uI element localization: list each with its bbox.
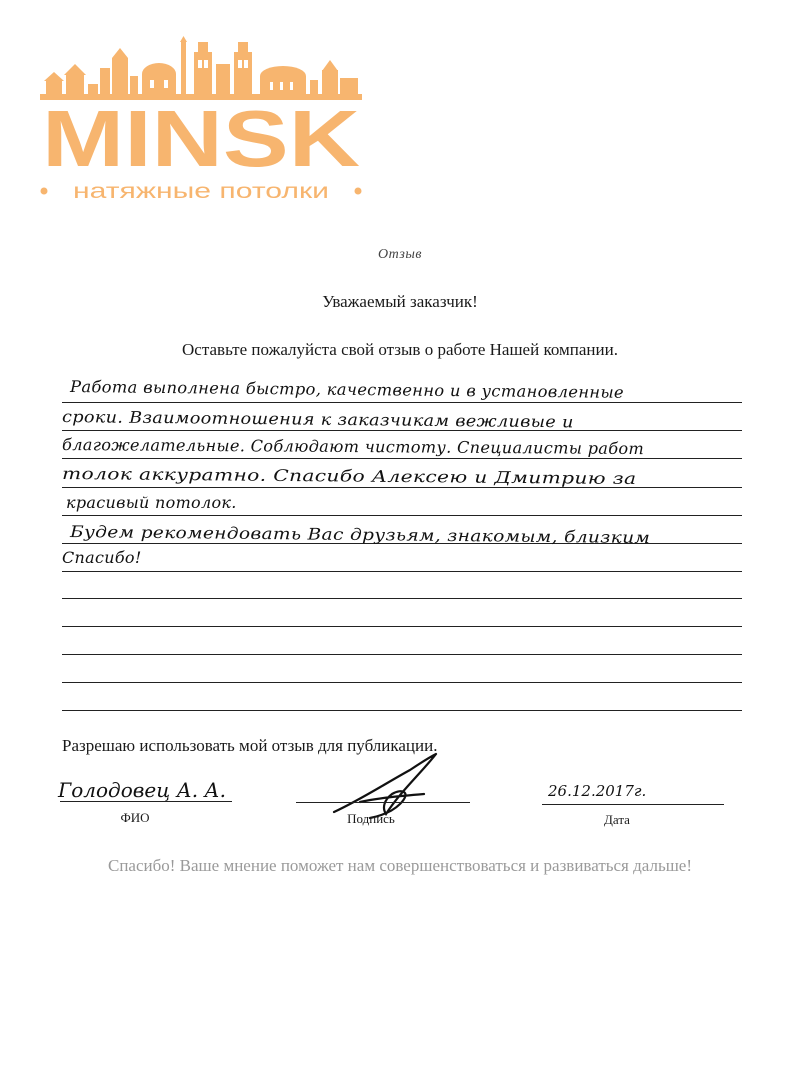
ruled-line [62,654,742,655]
ruled-line [62,571,742,572]
signature-line [296,802,470,803]
brand-name: MINSK [42,94,361,183]
footer-thanks: Спасибо! Ваше мнение поможет нам совершенствоваться и развиваться дальше! [107,856,692,875]
instruction-text: Оставьте пожалуйста свой отзыв о работе Нашей компании. [182,340,618,359]
ruled-line [62,458,742,459]
handwritten-review-line: Работа выполнена быстро, качественно и в установленные [70,377,625,402]
handwritten-review-line: красивый потолок. [66,493,237,512]
consent-text: Разрешаю использовать мой отзыв для публикации. [62,736,438,755]
date-line [542,804,724,805]
handwritten-review-line: толок аккуратно. Спасибо Алексею и Дмитрию за [62,464,637,489]
ruled-line [62,710,742,711]
ruled-line [62,626,742,627]
fio-value: Голодовец А. А. [58,778,226,802]
date-label: Дата [604,812,630,827]
greeting-text: Уважаемый заказчик! [322,292,478,311]
ruled-line [62,682,742,683]
signature-label: Подпись [347,811,395,826]
ruled-line [62,598,742,599]
ruled-line [62,402,742,403]
handwritten-review-line: Будем рекомендовать Вас друзьям, знакомым, близким [70,522,651,548]
ruled-line [62,515,742,516]
dot-left-icon [41,188,48,195]
handwritten-review-line: Спасибо! [62,548,142,567]
dot-right-icon [355,188,362,195]
brand-tagline: натяжные потолки [73,180,329,203]
form-title: Отзыв [378,247,422,262]
handwritten-review-line: благожелательные. Соблюдают чистоту. Специалисты работ [62,435,645,459]
fio-line [60,801,232,802]
ruled-line [62,430,742,431]
date-value: 26.12.2017г. [548,782,647,800]
handwritten-review-line: сроки. Взаимоотношения к заказчикам вежливые и [62,407,574,432]
ruled-line [62,487,742,488]
fio-label: ФИО [120,810,150,825]
minsk-logo [38,36,368,206]
